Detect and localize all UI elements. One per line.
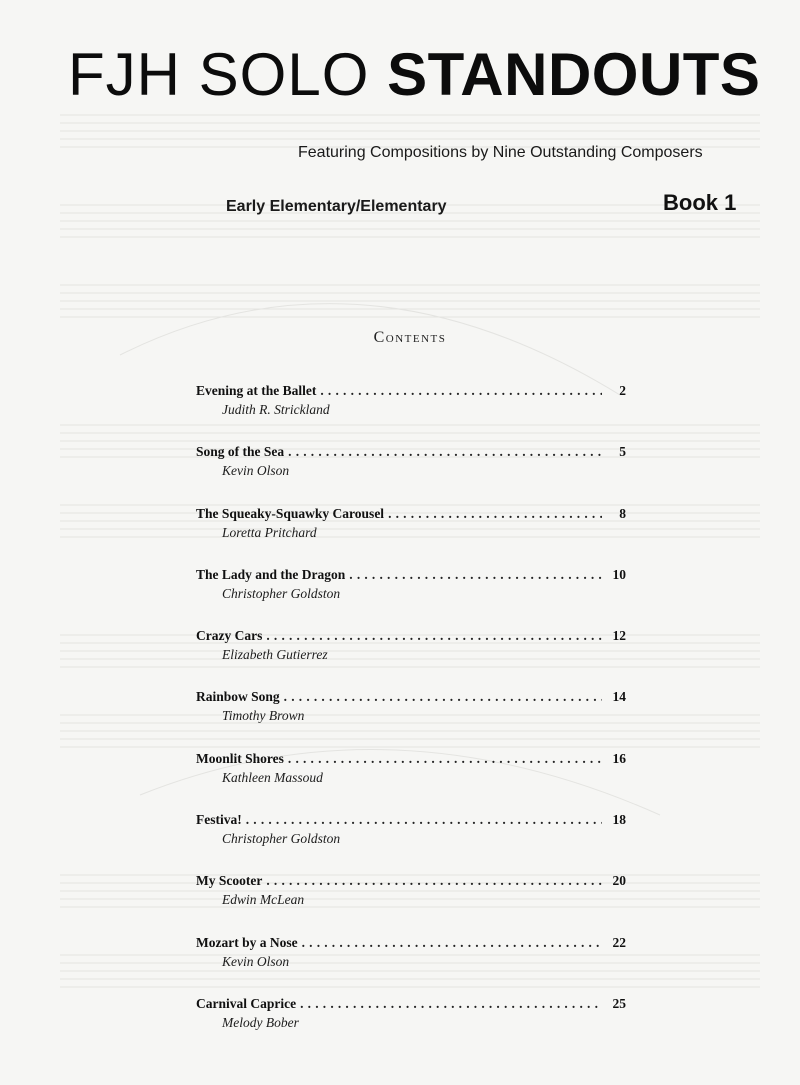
toc-entry (196, 626, 626, 687)
toc-page-number: 2 (619, 383, 626, 398)
book-subtitle: Featuring Compositions by Nine Outstanding Composers (298, 144, 703, 161)
toc-entry (196, 687, 626, 748)
toc-title: Crazy Cars (196, 628, 263, 644)
toc-composer: Elizabeth Gutierrez (222, 647, 328, 663)
contents-heading: Contents (373, 329, 447, 346)
toc-composer: Loretta Pritchard (222, 524, 317, 540)
toc-leader (388, 504, 602, 524)
toc-leader (288, 749, 602, 769)
toc-leader (288, 442, 602, 462)
toc-entry (196, 381, 626, 442)
toc-entry (196, 749, 626, 810)
toc-title: Evening at the Ballet (196, 383, 317, 398)
toc-title: Song of the Sea (196, 444, 285, 460)
toc-page-number: 12 (612, 628, 626, 644)
toc-composer: Melody Bober (222, 1014, 299, 1030)
toc-entry (196, 504, 626, 565)
toc-page-number: 18 (612, 812, 626, 828)
toc-page-number: 14 (612, 689, 626, 705)
toc-leader (266, 626, 602, 646)
toc-entry (196, 810, 626, 871)
toc-leader (284, 687, 602, 707)
toc-leader (246, 810, 602, 830)
table-of-contents (196, 381, 626, 1055)
toc-page-number: 16 (612, 750, 626, 766)
toc-page-number: 8 (619, 505, 626, 521)
book-title-bold: STANDOUTS (387, 41, 761, 108)
toc-title: Rainbow Song (196, 689, 280, 705)
toc-title: Mozart by a Nose (196, 934, 298, 950)
toc-composer: Christopher Goldston (222, 831, 341, 847)
book-title (68, 40, 760, 109)
book-title-regular: FJH SOLO (68, 41, 388, 108)
toc-page-number: 25 (612, 995, 626, 1011)
toc-entry (196, 565, 626, 626)
toc-page-number: 20 (612, 873, 626, 889)
toc-title: The Lady and the Dragon (196, 566, 346, 582)
toc-composer: Edwin McLean (222, 892, 305, 908)
toc-leader (266, 871, 602, 891)
toc-page-number: 10 (612, 566, 626, 582)
toc-leader (349, 565, 602, 585)
toc-entry (196, 994, 626, 1055)
toc-entry (196, 442, 626, 503)
toc-composer: Christopher Goldston (222, 585, 341, 601)
difficulty-level: Early Elementary/Elementary (226, 198, 447, 215)
toc-title: My Scooter (196, 873, 263, 889)
toc-composer: Kevin Olson (222, 463, 290, 479)
toc-entry (196, 933, 626, 994)
toc-leader (302, 933, 602, 953)
toc-composer: Kevin Olson (222, 953, 290, 969)
toc-title: Festiva! (196, 812, 242, 828)
toc-composer: Kathleen Massoud (222, 769, 323, 785)
toc-composer: Timothy Brown (222, 708, 305, 724)
toc-entry (196, 871, 626, 932)
toc-title: The Squeaky-Squawky Carousel (196, 505, 385, 521)
toc-composer: Judith R. Strickland (222, 402, 330, 417)
toc-leader (320, 381, 602, 401)
toc-leader (300, 994, 602, 1014)
book-number: Book 1 (663, 190, 737, 215)
toc-page-number: 22 (612, 934, 626, 950)
toc-title: Carnival Caprice (196, 995, 297, 1011)
toc-page-number: 5 (619, 444, 626, 460)
toc-title: Moonlit Shores (196, 750, 284, 766)
